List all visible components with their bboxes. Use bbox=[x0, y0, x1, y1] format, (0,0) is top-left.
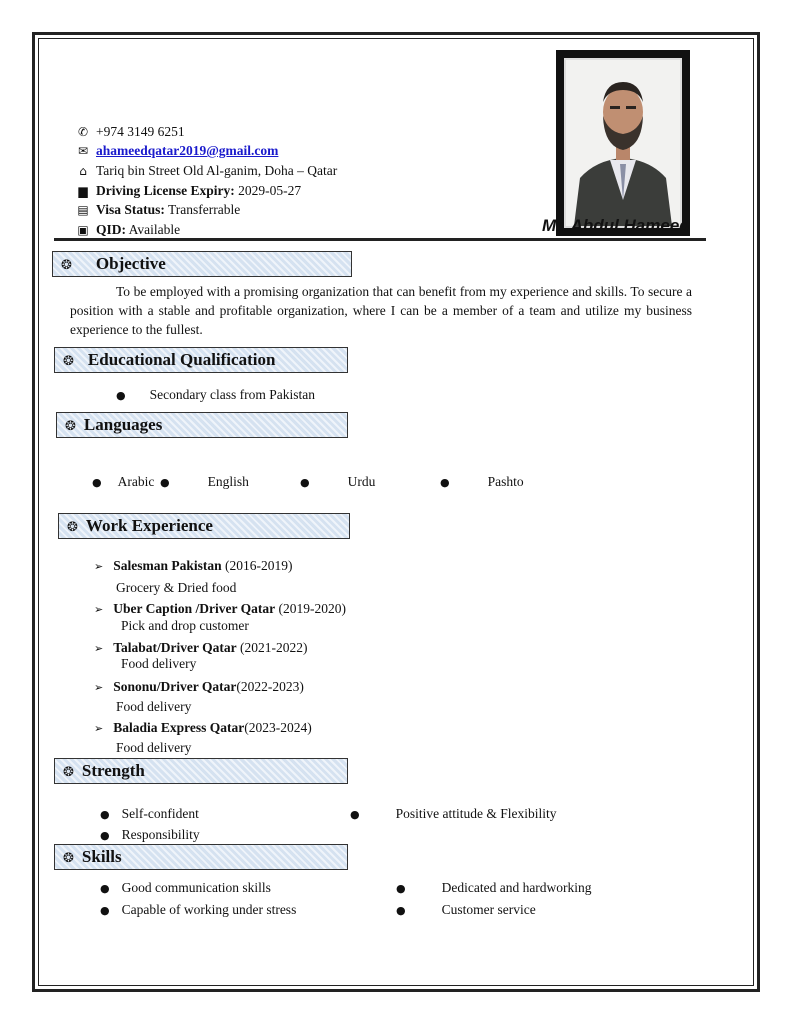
mailbox-icon: ⌂ bbox=[79, 164, 87, 178]
section-bullet-icon: ❂ bbox=[63, 851, 74, 866]
language-item: ● Urdu bbox=[300, 474, 376, 489]
contact-email bbox=[76, 143, 278, 159]
arrow-bullet-icon: ➢ bbox=[94, 642, 104, 655]
skill-item: ● Capable of working under stress bbox=[100, 902, 297, 917]
section-bullet-icon: ❂ bbox=[65, 419, 76, 434]
work-entry-title: ➢ Salesman Pakistan (2016-2019) bbox=[94, 558, 293, 573]
work-entry-title: ➢ Sononu/Driver Qatar(2022-2023) bbox=[94, 679, 304, 694]
header-divider bbox=[54, 238, 706, 241]
work-entry-desc: Pick and drop customer bbox=[121, 618, 249, 633]
language-item: ● Arabic bbox=[92, 474, 155, 489]
strength-item: ● Responsibility bbox=[100, 827, 200, 842]
work-entry-title: ➢ Uber Caption /Driver Qatar (2019-2020) bbox=[94, 601, 346, 616]
arrow-bullet-icon: ➢ bbox=[94, 681, 104, 694]
phone-icon: ✆ bbox=[77, 125, 89, 139]
section-objective: ❂ Objective bbox=[52, 251, 352, 277]
section-skills: ❂ Skills bbox=[54, 844, 348, 870]
profile-photo bbox=[556, 50, 690, 236]
section-bullet-icon: ❂ bbox=[63, 765, 74, 780]
id-card-icon: ▣ bbox=[77, 223, 89, 237]
section-languages: ❂ Languages bbox=[56, 412, 348, 438]
contact-address: ⌂ Tariq bin Street Old Al-ganim, Doha – Qatar bbox=[76, 163, 337, 179]
skill-item: ● Dedicated and hardworking bbox=[396, 880, 592, 895]
document-icon: ▆ bbox=[78, 184, 88, 198]
candidate-name: Mr. Abdul Hameed bbox=[542, 216, 690, 235]
portrait-image bbox=[564, 58, 682, 228]
work-entry-title: ➢ Baladia Express Qatar(2023-2024) bbox=[94, 720, 312, 735]
portrait-illustration bbox=[566, 60, 680, 226]
work-entry-desc: Food delivery bbox=[116, 699, 192, 714]
education-item: ● Secondary class from Pakistan bbox=[116, 387, 315, 402]
strength-item: ● Positive attitude & Flexibility bbox=[350, 806, 557, 821]
section-bullet-icon: ❂ bbox=[67, 520, 78, 535]
objective-text: To be employed with a promising organization that can benefit from my experience and skills. To secure a position with a stable and profitable organization, where I can be a member of a team and utilize my business experience to the fullest. bbox=[70, 284, 692, 337]
work-entry-desc: Grocery & Dried food bbox=[116, 580, 237, 595]
section-bullet-icon: ❂ bbox=[61, 258, 72, 273]
contact-license: ▆ Driving License Expiry: 2029-05-27 bbox=[76, 183, 301, 199]
mail-icon: ✉ bbox=[77, 144, 89, 158]
arrow-bullet-icon: ➢ bbox=[94, 603, 104, 616]
skill-item: ● Customer service bbox=[396, 902, 536, 917]
section-education: ❂ Educational Qualification bbox=[54, 347, 348, 373]
contact-phone: ✆ +974 3149 6251 bbox=[77, 124, 185, 139]
bullet-dot: ● bbox=[116, 389, 126, 402]
work-entry-title: ➢ Talabat/Driver Qatar (2021-2022) bbox=[94, 640, 308, 655]
language-item: ● Pashto bbox=[440, 474, 524, 489]
email-link[interactable]: ahameedqatar2019@gmail.com bbox=[96, 143, 279, 158]
contact-qid: ▣ QID: Available bbox=[77, 222, 181, 237]
work-entry-desc: Food delivery bbox=[121, 656, 197, 671]
language-item: ● English bbox=[160, 474, 249, 489]
section-work: ❂ Work Experience bbox=[58, 513, 350, 539]
arrow-bullet-icon: ➢ bbox=[94, 722, 104, 735]
strength-item: ● Self-confident bbox=[100, 806, 199, 821]
skill-item: ● Good communication skills bbox=[100, 880, 271, 895]
section-bullet-icon: ❂ bbox=[63, 354, 74, 369]
passport-icon: ▤ bbox=[77, 203, 89, 217]
section-strength: ❂ Strength bbox=[54, 758, 348, 784]
contact-visa: ▤ Visa Status: Transferrable bbox=[77, 202, 241, 217]
work-entry-desc: Food delivery bbox=[116, 740, 192, 755]
arrow-bullet-icon: ➢ bbox=[94, 560, 104, 573]
